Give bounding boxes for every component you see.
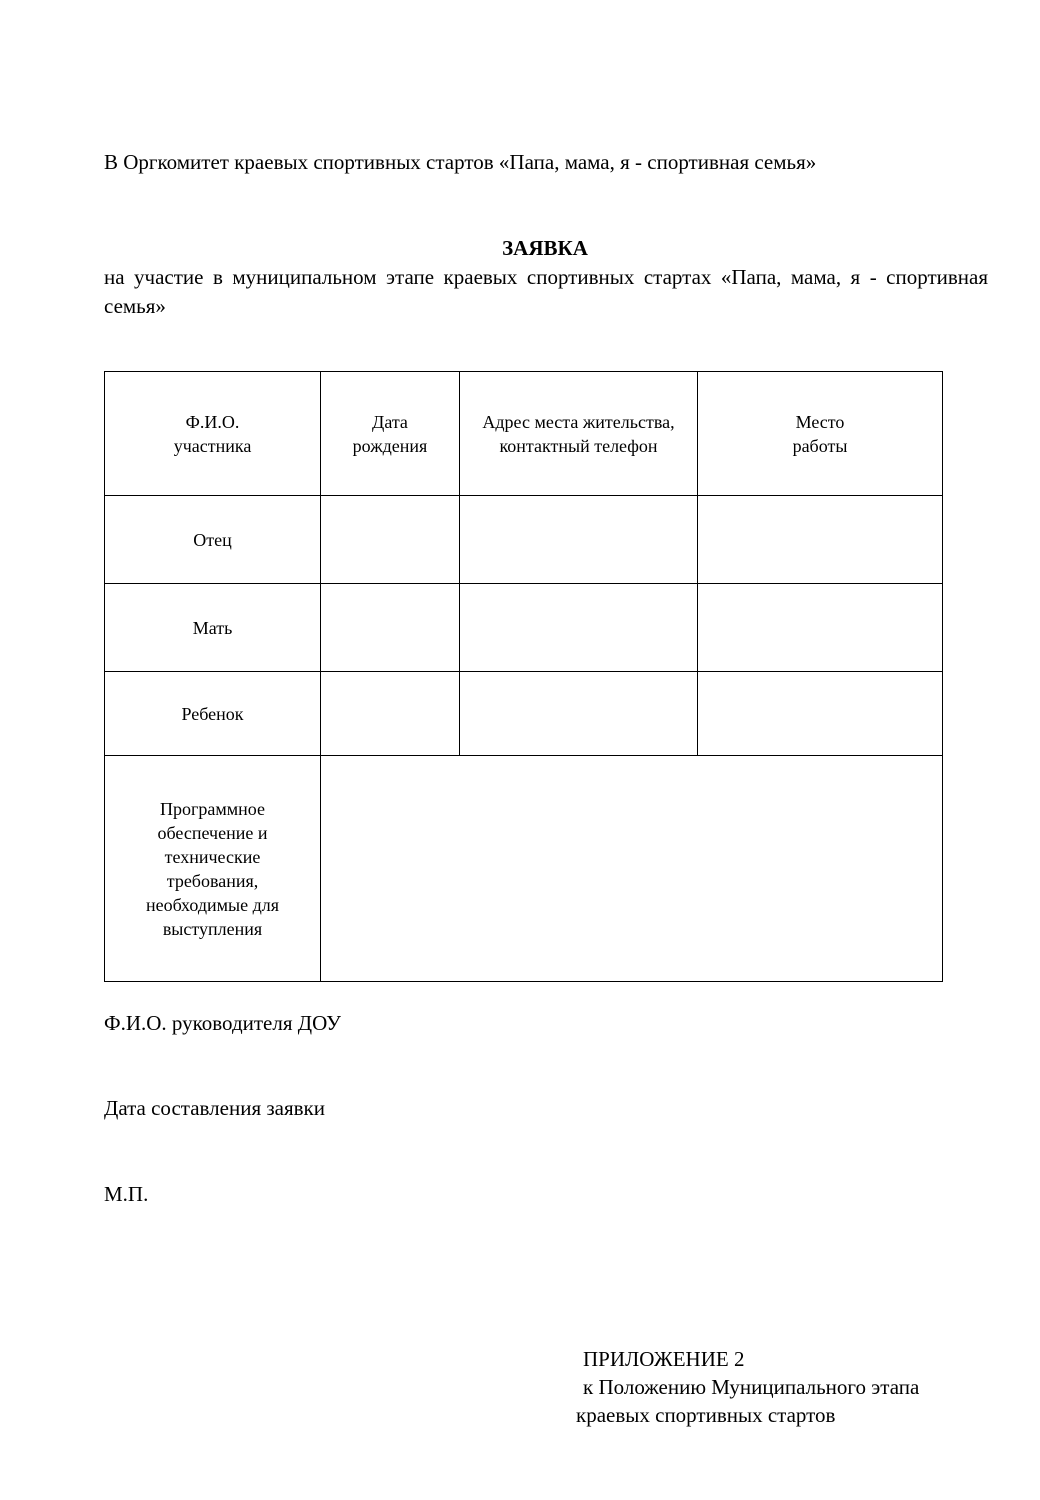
header-text: Место: [795, 412, 845, 432]
program-label-text: необходимые для: [145, 894, 280, 915]
stamp-label: М.П.: [104, 1182, 149, 1206]
child-address-cell[interactable]: [460, 672, 698, 756]
header-text: участника: [173, 436, 252, 456]
program-label-text: требования,: [166, 870, 259, 891]
appendix-reference: к Положению Муниципального этапа: [583, 1375, 920, 1399]
header-text: рождения: [352, 436, 428, 456]
child-birth-date-cell[interactable]: [321, 672, 460, 756]
header-cell-participant-name: [105, 372, 321, 496]
program-requirements-cell[interactable]: [321, 756, 943, 982]
father-birth-date-cell[interactable]: [321, 496, 460, 584]
application-table: [104, 371, 943, 982]
header-text: Ф.И.О.: [185, 412, 240, 432]
program-label-text: Программное: [160, 798, 265, 819]
table-header-row: [105, 372, 943, 496]
row-label-father: Отец: [105, 496, 321, 584]
appendix-title: ПРИЛОЖЕНИЕ 2: [583, 1347, 745, 1371]
father-workplace-cell[interactable]: [698, 496, 943, 584]
header-cell-workplace: [698, 372, 943, 496]
addressee-line: В Оргкомитет краевых спортивных стартов «Папа, мама, я - спортивная семья»: [104, 150, 817, 174]
header-text: работы: [792, 436, 848, 456]
row-label-program-requirements: [105, 756, 321, 982]
appendix-reference-continued: краевых спортивных стартов: [576, 1403, 836, 1427]
date-label: Дата составления заявки: [104, 1096, 325, 1120]
header-text: Адрес места жительства,: [482, 412, 675, 432]
row-label-mother: Мать: [105, 584, 321, 672]
program-label-text: выступления: [162, 918, 263, 939]
document-subtitle: на участие в муниципальном этапе краевых спортивных стартах «Папа, мама, я - спортивная семья»: [104, 265, 988, 318]
mother-workplace-cell[interactable]: [698, 584, 943, 672]
father-address-cell[interactable]: [460, 496, 698, 584]
table-row: [105, 672, 943, 756]
program-label-text: технические: [164, 846, 261, 867]
table-row: [105, 584, 943, 672]
table-row: [105, 496, 943, 584]
header-text: Дата: [372, 412, 408, 432]
table-row: [105, 756, 943, 982]
header-text: контактный телефон: [499, 436, 658, 456]
row-label-child: Ребенок: [105, 672, 321, 756]
document-title: ЗАЯВКА: [502, 236, 588, 260]
program-label-text: обеспечение и: [157, 822, 268, 843]
header-cell-birth-date: [321, 372, 460, 496]
head-name-label: Ф.И.О. руководителя ДОУ: [104, 1011, 341, 1035]
mother-birth-date-cell[interactable]: [321, 584, 460, 672]
mother-address-cell[interactable]: [460, 584, 698, 672]
header-cell-address-phone: [460, 372, 698, 496]
child-workplace-cell[interactable]: [698, 672, 943, 756]
